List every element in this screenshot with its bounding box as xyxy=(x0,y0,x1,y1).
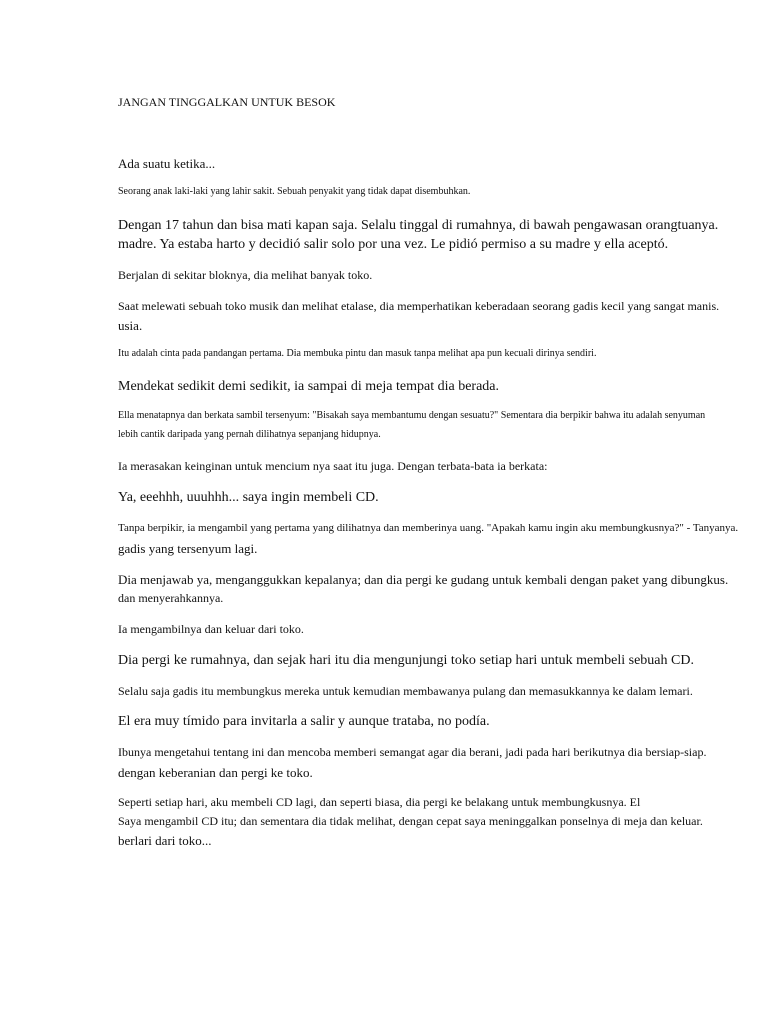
text-line: Seorang anak laki-laki yang lahir sakit. Sebuah penyakit yang tidak dapat disembuhkan. xyxy=(118,186,471,197)
text-line: dan menyerahkannya. xyxy=(118,591,224,605)
text-line: berlari dari toko... xyxy=(118,833,212,848)
text-line: usia. xyxy=(118,318,143,333)
text-line: Dengan 17 tahun dan bisa mati kapan saja. Selalu tinggal di rumahnya, di bawah pengawasan orangtuanya. xyxy=(118,218,719,233)
text-line: lebih cantik daripada yang pernah dilihatnya sepanjang hidupnya. xyxy=(118,429,381,440)
text-line: Saat melewati sebuah toko musik dan melihat etalase, dia memperhatikan keberadaan seorang gadis kecil yang sangat manis. xyxy=(118,299,720,313)
text-line: Tanpa berpikir, ia mengambil yang pertama yang dilihatnya dan memberinya uang. "Apakah kamu ingin aku membungkusnya?" - Tanyanya. xyxy=(118,522,739,534)
document-title: JANGAN TINGGALKAN UNTUK BESOK xyxy=(118,95,336,109)
text-line: Berjalan di sekitar bloknya, dia melihat banyak toko. xyxy=(118,268,373,282)
text-line: gadis yang tersenyum lagi. xyxy=(118,541,258,556)
text-line: Ibunya mengetahui tentang ini dan mencoba memberi semangat agar dia berani, jadi pada hari berikutnya dia bersiap-siap. xyxy=(118,745,707,759)
text-line: Ia mengambilnya dan keluar dari toko. xyxy=(118,622,304,636)
text-line: Dia menjawab ya, menganggukkan kepalanya; dan dia pergi ke gudang untuk kembali dengan paket yang dibungkus. xyxy=(118,572,729,587)
text-line: Saya mengambil CD itu; dan sementara dia tidak melihat, dengan cepat saya meninggalkan ponselnya di meja dan keluar. xyxy=(118,814,703,828)
text-line: Ada suatu ketika... xyxy=(118,156,216,171)
text-line: madre. Ya estaba harto y decidió salir solo por una vez. Le pidió permiso a su madre y ella aceptó. xyxy=(118,237,669,252)
text-line: Dia pergi ke rumahnya, dan sejak hari itu dia mengunjungi toko setiap hari untuk membeli sebuah CD. xyxy=(118,653,694,668)
text-line: Mendekat sedikit demi sedikit, ia sampai di meja tempat dia berada. xyxy=(118,379,499,394)
text-line: Ella menatapnya dan berkata sambil tersenyum: "Bisakah saya membantumu dengan sesuatu?" Sementara dia berpikir bahwa itu adalah senyuman xyxy=(118,410,706,421)
text-line: El era muy tímido para invitarla a salir y aunque trataba, no podía. xyxy=(118,714,490,729)
text-line: Ya, eeehhh, uuuhhh... saya ingin membeli CD. xyxy=(118,490,379,505)
text-line: Selalu saja gadis itu membungkus mereka untuk kemudian membawanya pulang dan memasukkannya ke dalam lemari. xyxy=(118,684,693,698)
text-line: dengan keberanian dan pergi ke toko. xyxy=(118,765,313,780)
text-line: Ia merasakan keinginan untuk mencium nya saat itu juga. Dengan terbata-bata ia berkata: xyxy=(118,459,548,473)
text-line: Seperti setiap hari, aku membeli CD lagi, dan seperti biasa, dia pergi ke belakang untuk membungkusnya. El xyxy=(118,795,641,809)
text-line: Itu adalah cinta pada pandangan pertama. Dia membuka pintu dan masuk tanpa melihat apa pun kecuali dirinya sendiri. xyxy=(118,348,597,359)
